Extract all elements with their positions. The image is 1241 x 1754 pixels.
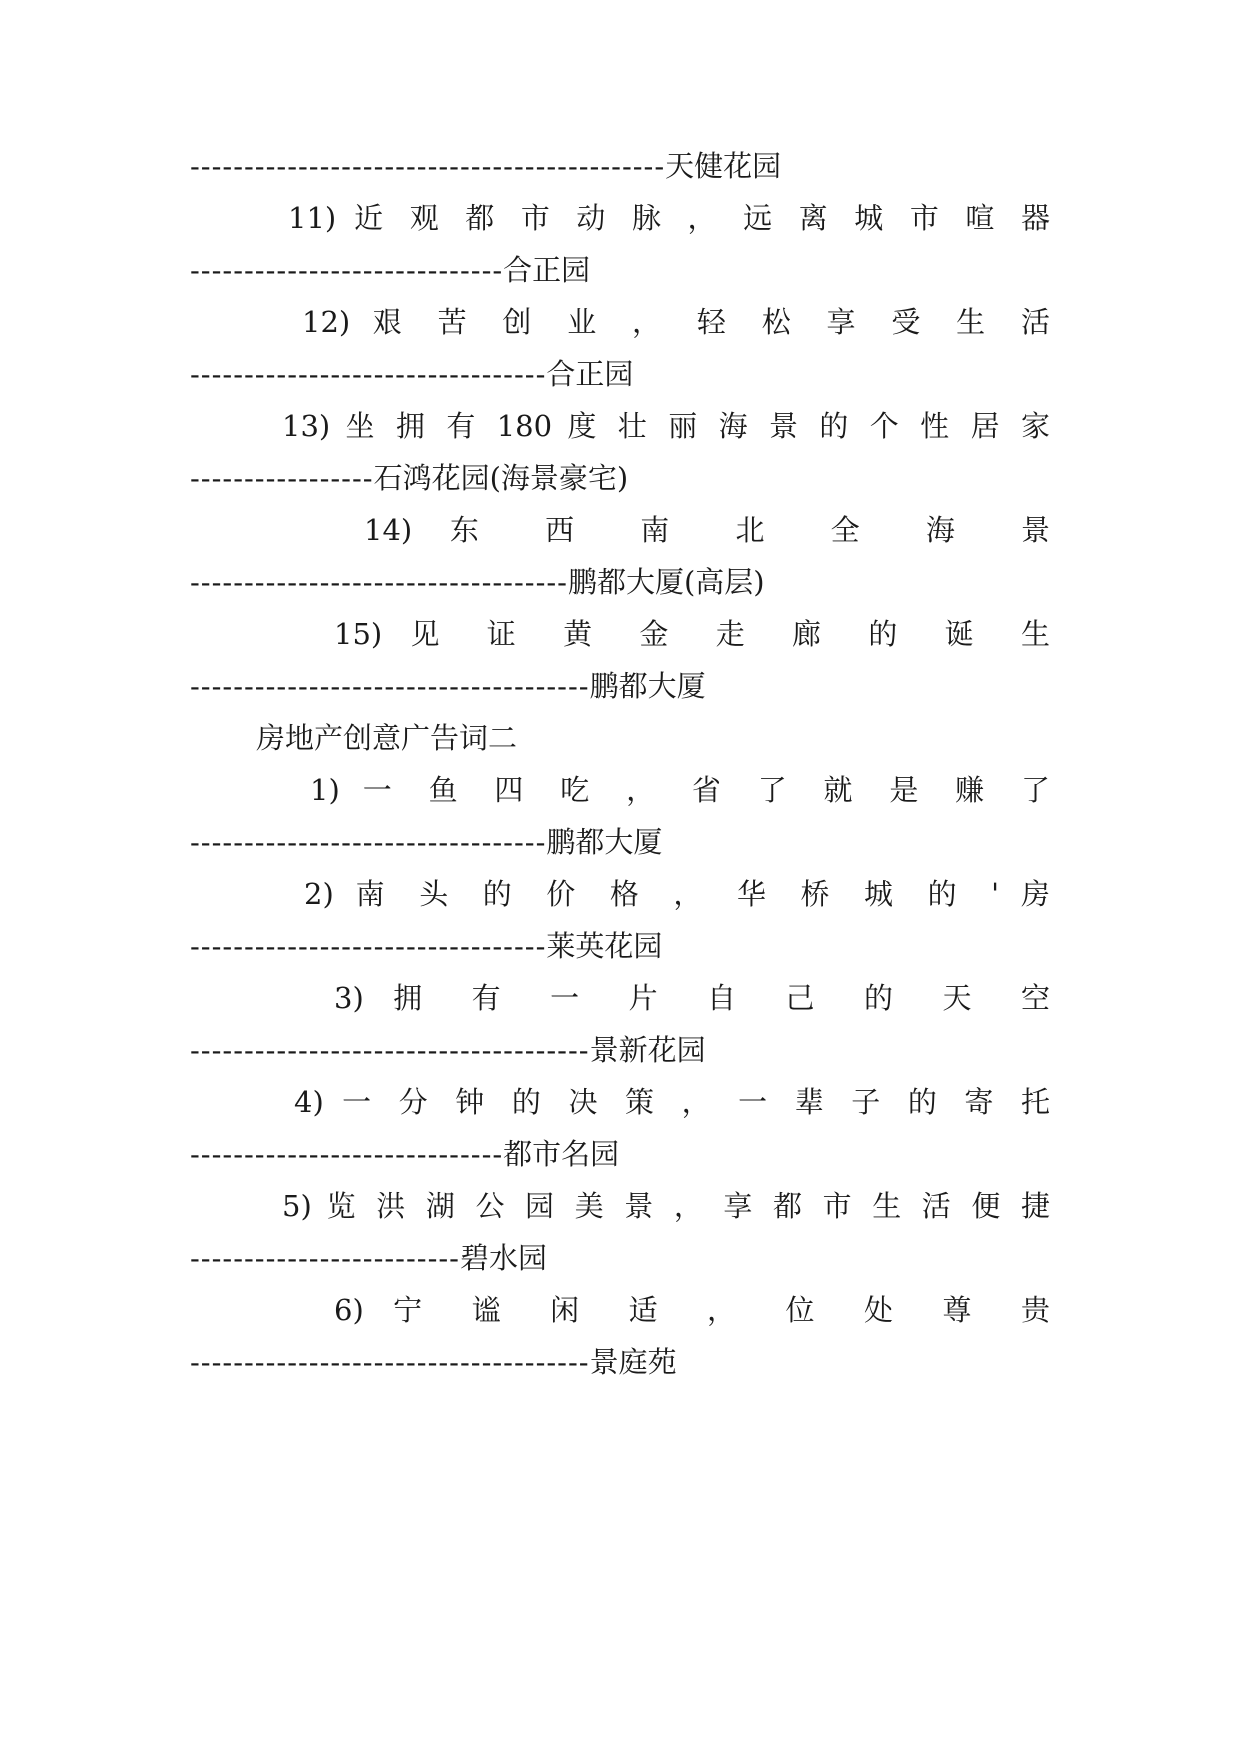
source-name: 鹏都大厦(高层) <box>567 565 765 599</box>
slogan-line: 5) 览 洪 湖 公 园 美 景 ， 享 都 市 生 活 便 捷 <box>282 1189 1050 1223</box>
slogan-line: 6) 宁 谧 闲 适 ， 位 处 尊 贵 <box>334 1293 1050 1327</box>
item-number: 3) <box>334 981 364 1015</box>
dash-leader: ------------------------------------- <box>190 1033 590 1067</box>
dash-leader: --------------------------------- <box>190 929 547 963</box>
source-line <box>190 666 1050 706</box>
item-number: 2) <box>304 877 334 911</box>
source-name: 景庭苑 <box>589 1345 677 1379</box>
item-number: 1) <box>310 773 340 807</box>
source-line <box>190 562 1050 602</box>
source-name: 景新花园 <box>589 1033 706 1067</box>
source-name: 莱英花园 <box>546 929 663 963</box>
source-name: 天健花园 <box>665 149 782 183</box>
dash-leader: -------------------------------------------- <box>190 149 666 183</box>
source-line <box>190 458 1050 498</box>
item-number: 13) <box>282 409 331 443</box>
source-name: 石鸿花园(海景豪宅) <box>373 461 629 495</box>
slogan-line: 4) 一 分 钟 的 决 策 ， 一 辈 子 的 寄 托 <box>294 1085 1050 1119</box>
source-line <box>190 1030 1050 1070</box>
slogan-line: 15) 见 证 黄 金 走 廊 的 诞 生 <box>334 617 1050 651</box>
slogan-line: 12) 艰 苦 创 业 ， 轻 松 享 受 生 活 <box>302 305 1050 339</box>
dash-leader: ----------------- <box>190 461 374 495</box>
source-name: 鹏都大厦 <box>546 825 663 859</box>
source-line <box>190 926 1050 966</box>
item-number: 12) <box>302 305 351 339</box>
source-line <box>190 146 1050 186</box>
dash-leader: ------------------------- <box>190 1241 460 1275</box>
dash-leader: ------------------------------------- <box>190 669 590 703</box>
source-name: 合正园 <box>503 253 591 287</box>
dash-leader: ----------------------------- <box>190 1137 504 1171</box>
source-line <box>190 822 1050 862</box>
source-name: 都市名园 <box>503 1137 620 1171</box>
item-number: 5) <box>282 1189 312 1223</box>
dash-leader: ------------------------------------- <box>190 1345 590 1379</box>
source-line <box>190 1238 1050 1278</box>
slogan-line: 2) 南 头 的 价 格 ， 华 桥 城 的 ' 房 <box>304 877 1050 911</box>
slogan-line: 3) 拥 有 一 片 自 己 的 天 空 <box>334 981 1050 1015</box>
slogan-line: 14) 东 西 南 北 全 海 景 <box>364 513 1050 547</box>
dash-leader: ----------------------------------- <box>190 565 568 599</box>
source-line <box>190 354 1050 394</box>
source-line <box>190 1342 1050 1382</box>
slogan-line: 1) 一 鱼 四 吃 ， 省 了 就 是 赚 了 <box>310 773 1050 807</box>
dash-leader: --------------------------------- <box>190 357 547 391</box>
section-heading: 房地产创意广告词二 <box>256 721 518 755</box>
dash-leader: --------------------------------- <box>190 825 547 859</box>
source-name: 鹏都大厦 <box>589 669 706 703</box>
source-line <box>190 1134 1050 1174</box>
slogan-line: 13) 坐 拥 有 180 度 壮 丽 海 景 的 个 性 居 家 <box>282 409 1050 443</box>
item-number: 15) <box>334 617 383 651</box>
slogan-line: 11) 近 观 都 市 动 脉 ， 远 离 城 市 喧 器 <box>288 201 1050 235</box>
item-number: 11) <box>288 201 337 235</box>
source-name: 碧水园 <box>459 1241 547 1275</box>
item-number: 6) <box>334 1293 364 1327</box>
item-number: 4) <box>294 1085 324 1119</box>
dash-leader: ----------------------------- <box>190 253 504 287</box>
source-name: 合正园 <box>546 357 634 391</box>
item-number: 14) <box>364 513 413 547</box>
source-line <box>190 250 1050 290</box>
